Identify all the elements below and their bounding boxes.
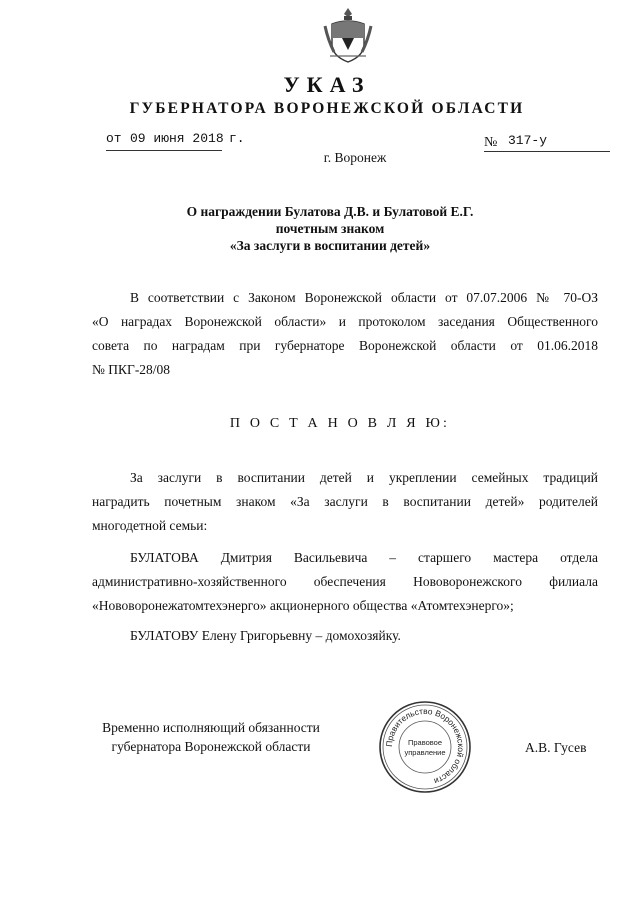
- date-prefix: от: [106, 131, 122, 146]
- document-number: 317-у: [508, 133, 548, 148]
- subject-line-1: О награждении Булатова Д.В. и Булатовой Е.Г.: [186, 204, 474, 219]
- body-line: «Нововоронежатомтехэнерго» акционерного общества «Атомтехэнерго»;: [92, 598, 514, 613]
- preamble-line: «О наградах Воронежской области» и протоколом заседания Общественного: [92, 314, 598, 329]
- recipient-paragraph-1: [92, 546, 598, 618]
- city: г. Воронеж: [323, 150, 387, 165]
- position-line-1: Временно исполняющий обязанности: [102, 720, 320, 735]
- body-line: БУЛАТОВУ Елену Григорьевну – домохозяйку.: [130, 628, 401, 643]
- body-line: многодетной семьи:: [92, 518, 208, 533]
- decree-heading: П О С Т А Н О В Л Я Ю:: [229, 416, 451, 431]
- award-paragraph: [92, 466, 598, 538]
- official-stamp: [378, 700, 472, 794]
- stamp-center-line-2: управление: [404, 748, 446, 757]
- signatory-name: А.В. Гусев: [525, 740, 587, 755]
- coat-of-arms-emblem: [322, 6, 374, 64]
- body-line: наградить почетным знаком «За заслуги в воспитании детей» родителей: [92, 494, 598, 509]
- preamble-line: № ПКГ-28/08: [92, 362, 171, 377]
- signatory-position: [82, 718, 340, 756]
- position-line-2: губернатора Воронежской области: [111, 739, 311, 754]
- date-value: 09 июня 2018: [130, 131, 224, 146]
- body-line: административно-хозяйственного обеспечения Нововоронежского филиала: [92, 574, 598, 589]
- document-subtitle: ГУБЕРНАТОРА ВОРОНЕЖСКОЙ ОБЛАСТИ: [129, 100, 525, 117]
- body-line: За заслуги в воспитании детей и укреплении семейных традиций: [130, 470, 598, 485]
- document-title: УКАЗ: [283, 72, 371, 97]
- preamble-line: совета по наградам при губернаторе Воронежской области от 01.06.2018: [92, 338, 598, 353]
- preamble-line: В соответствии с Законом Воронежской области от 07.07.2006 № 70-ОЗ: [130, 290, 598, 305]
- number-symbol: №: [484, 135, 498, 150]
- subject-line-3: «За заслуги в воспитании детей»: [229, 238, 431, 253]
- document-subject: [130, 203, 530, 254]
- preamble-paragraph: [92, 286, 598, 382]
- subject-line-2: почетным знаком: [275, 221, 385, 236]
- recipient-paragraph-2: [92, 624, 598, 648]
- body-line: БУЛАТОВА Дмитрия Васильевича – старшего мастера отдела: [130, 550, 598, 565]
- stamp-center-line-1: Правовое: [407, 738, 443, 747]
- date-suffix: г.: [229, 131, 245, 146]
- stamp-ring-text: Правительство Воронежской области: [383, 705, 467, 787]
